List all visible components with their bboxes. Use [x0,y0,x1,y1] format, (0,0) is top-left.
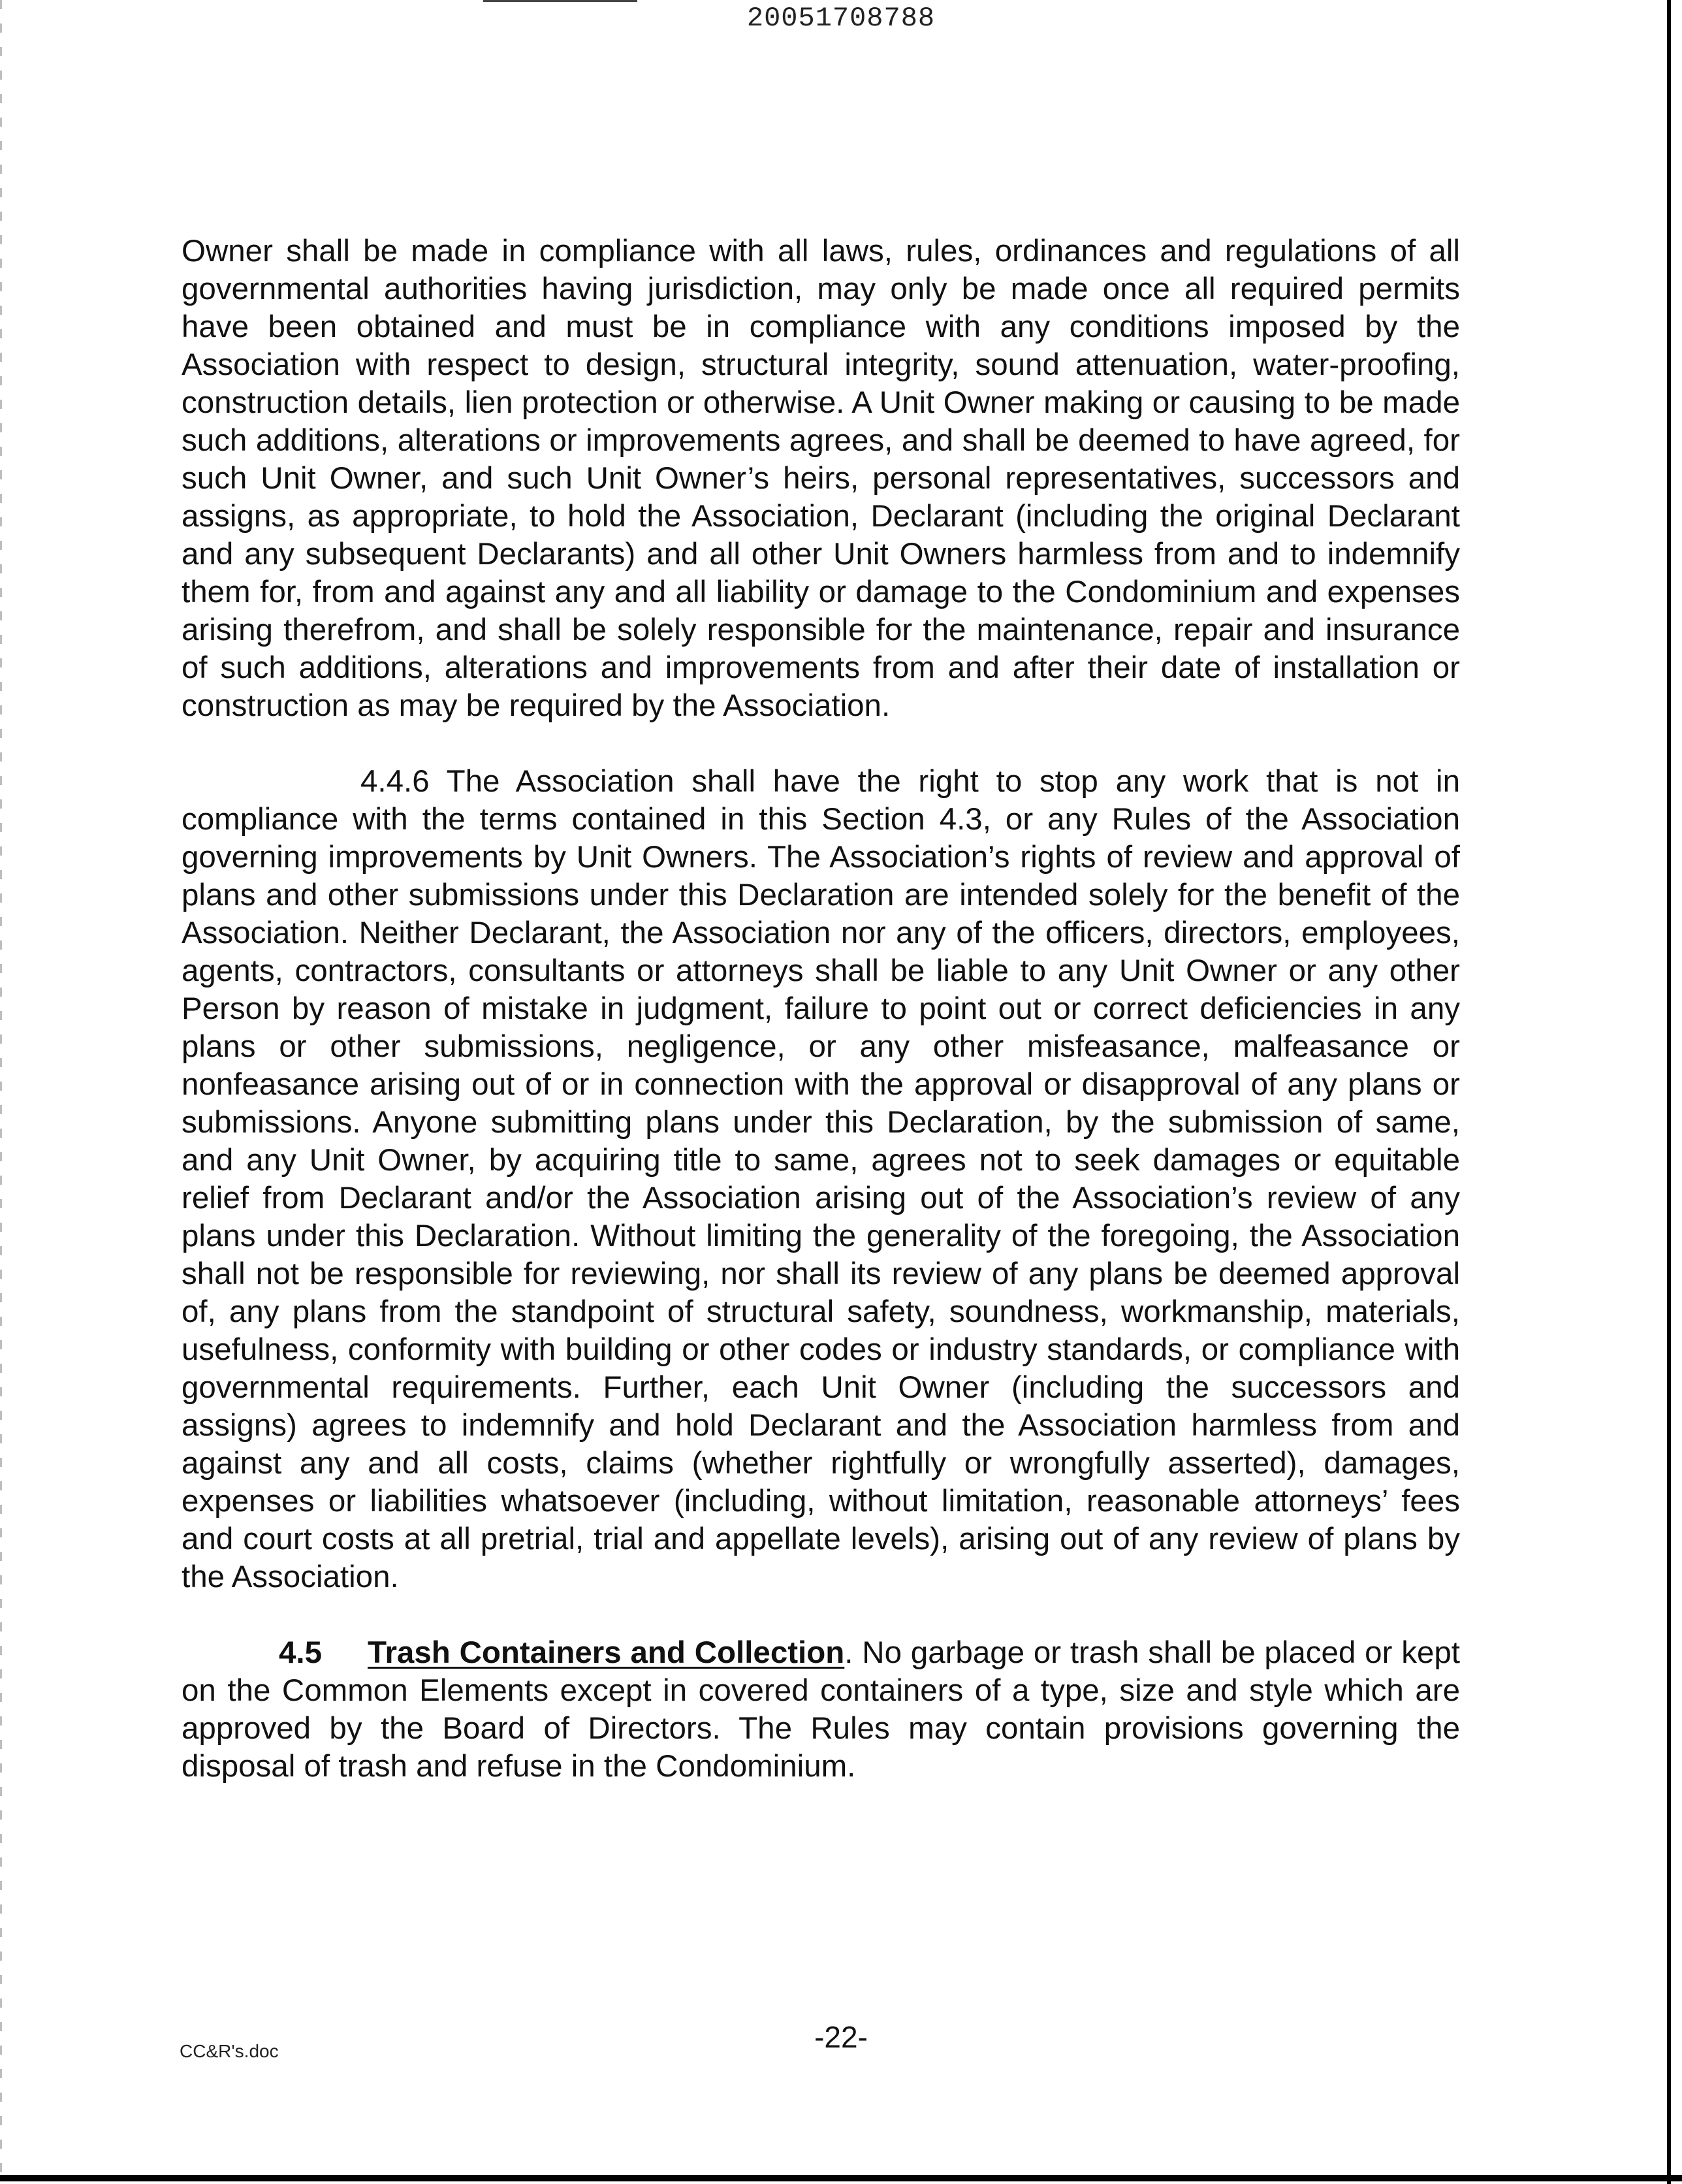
top-rule [483,0,637,2]
scan-edge-right [1667,0,1671,2184]
paragraph-continuation: Owner shall be made in compliance with all laws, rules, ordinances and regulations of all governmental authorities having jurisdiction, may only be made once all required permits have been obtained and must be in compliance with any conditions imposed by the Association with respect to design, structural integrity, sound attenuation, water-proofing, construction details, lien protection or otherwise. A Unit Owner making or causing to be made such additions, alterations or improvements agrees, and shall be deemed to have agreed, for such Unit Owner, and such Unit Owner’s heirs, personal representatives, successors and assigns, as appropriate, to hold the Association, Declarant (including the original Declarant and any subsequent Declarants) and all other Unit Owners harmless from and to indemnify them for, from and against any and all liability or damage to the Condominium and expenses arising therefrom, and shall be solely responsible for the maintenance, repair and insurance of such additions, alterations and improvements from and after their date of installation or construction as may be required by the Association. [182,234,1460,723]
document-number: 20051708788 [746,3,936,34]
scan-edge-bottom [0,2175,1682,2181]
paragraph-4-4-6: 4.4.6 The Association shall have the right to stop any work that is not in compliance with the terms contained in this Section 4.3, or any Rules of the Association governing improvements by Unit Owners. The Association’s rights of review and approval of plans and other submissions under this Declaration are intended solely for the benefit of the Association. Neither Declarant, the Association nor any of the officers, directors, employees, agents, contractors, consultants or attorneys shall be liable to any Unit Owner or any other Person by reason of mistake in judgment, failure to point out or correct deficiencies in any plans or other submissions, negligence, or any other misfeasance, malfeasance or nonfeasance arising out of or in connection with the approval or disapproval of any plans or submissions. Anyone submitting plans under this Declaration, by the submission of same, and any Unit Owner, by acquiring title to same, agrees not to seek damages or equitable relief from Declarant and/or the Association arising out of the Association’s review of any plans under this Declaration. Without limiting the generality of the foregoing, the Association shall not be responsible for reviewing, nor shall its review of any plans be deemed approval of, any plans from the standpoint of structural safety, soundness, workmanship, materials, usefulness, conformity with building or other codes or industry standards, or compliance with governmental requirements. Further, each Unit Owner (including the successors and assigns) agrees to indemnify and hold Declarant and the Association harmless from and against any and all costs, claims (whether rightfully or wrongfully asserted), damages, expenses or liabilities whatsoever (including, without limitation, reasonable attorneys’ fees and court costs at all pretrial, trial and appellate levels), arising out of any review of plans by the Association. [182,764,1460,1594]
section-4-5 [182,1634,1460,1786]
scan-edge-left [0,0,2,2184]
section-title: Trash Containers and Collection [368,1635,845,1670]
footer-file-name: CC&R's.doc [180,2041,279,2061]
page-number: -22- [814,2020,868,2054]
section-text: . No garbage or trash shall be placed or kept on the Common Elements except in covered containers of a type, size and style which are approved by the Board of Directors. The Rules may contain provisions governing the disposal of trash and refuse in the Condominium. [182,1635,1460,1784]
section-number: 4.5 [279,1635,323,1670]
document-body [182,233,1460,1786]
